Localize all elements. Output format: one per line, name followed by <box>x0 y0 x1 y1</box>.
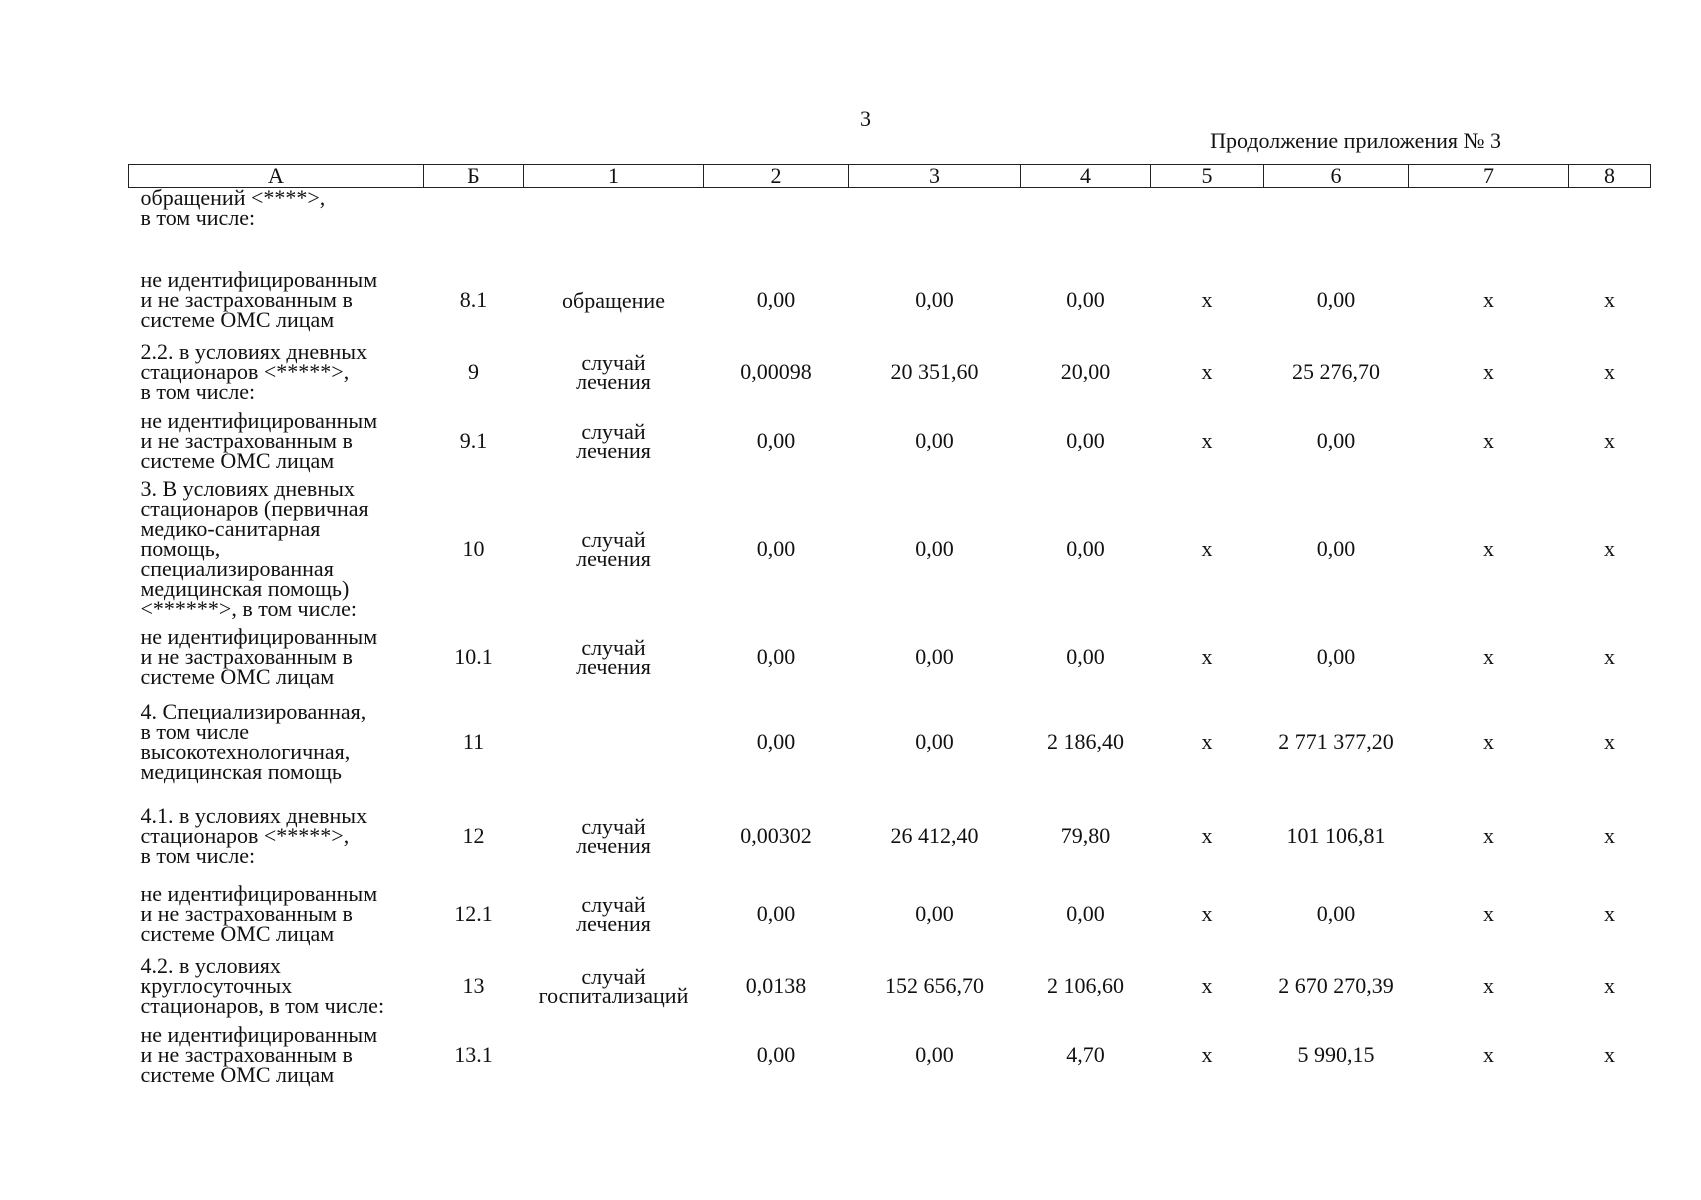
cell-col-6: 0,00 <box>1316 536 1356 561</box>
cell-col-7: x <box>1483 287 1494 312</box>
cell-col-6: 0,00 <box>1316 287 1356 312</box>
row-name: не идентифицированным и не застрахованным в системе ОМС лицам <box>140 881 378 946</box>
cell-col-4: 2 186,40 <box>1047 729 1124 754</box>
cell-col-8: x <box>1604 823 1615 848</box>
row-name: 4.2. в условиях круглосуточных стационаров, в том числе: <box>140 953 385 1018</box>
cell-col-6 <box>1264 188 1409 265</box>
cell-col-2: 0,00 <box>756 1042 796 1067</box>
cell-col-2: 0,00 <box>756 901 796 926</box>
cell-col-2 <box>704 188 849 265</box>
cell-col-2: 0,00 <box>756 287 796 312</box>
row-unit <box>524 690 704 794</box>
cell-col-7: x <box>1483 359 1494 384</box>
table-row <box>129 264 1651 336</box>
cell-col-4: 0,00 <box>1066 428 1105 453</box>
cell-col-3: 0,00 <box>915 729 954 754</box>
row-unit: обращение <box>562 287 665 313</box>
cell-col-8: x <box>1604 428 1615 453</box>
row-name: не идентифицированным и не застрахованным в системе ОМС лицам <box>140 267 378 332</box>
cell-col-7: x <box>1483 823 1494 848</box>
cell-col-8: x <box>1604 359 1615 384</box>
column-header-3: 3 <box>849 165 1021 188</box>
column-header-a: А <box>129 165 424 188</box>
row-unit: случай лечения <box>576 350 651 394</box>
cell-col-3: 152 656,70 <box>885 973 984 998</box>
cell-col-2: 0,0138 <box>745 973 807 998</box>
cell-col-6: 0,00 <box>1316 428 1356 453</box>
row-code: 8.1 <box>459 287 488 312</box>
cell-col-6: 2 670 270,39 <box>1278 973 1394 998</box>
row-name: обращений <****>, в том числе: <box>140 185 326 230</box>
cell-col-4: 4,70 <box>1066 1042 1105 1067</box>
cell-col-8: x <box>1604 901 1615 926</box>
cell-col-8: x <box>1604 973 1615 998</box>
row-unit <box>524 1022 704 1088</box>
table-row <box>129 474 1651 624</box>
row-code: 12 <box>462 823 485 848</box>
cell-col-6: 101 106,81 <box>1286 823 1386 848</box>
cell-col-2: 0,00098 <box>740 359 812 384</box>
row-code <box>424 188 524 265</box>
cell-col-7: x <box>1483 729 1494 754</box>
row-name: не идентифицированным и не застрахованным в системе ОМС лицам <box>140 1022 378 1087</box>
table-row <box>129 408 1651 474</box>
cell-col-2: 0,00 <box>756 428 796 453</box>
row-unit: случай лечения <box>576 527 651 571</box>
cell-col-4: 0,00 <box>1066 287 1105 312</box>
cell-col-5: x <box>1201 973 1213 998</box>
cell-col-3: 20 351,60 <box>890 359 979 384</box>
cell-col-4: 0,00 <box>1066 536 1105 561</box>
cell-col-5: x <box>1201 901 1213 926</box>
row-code: 9.1 <box>459 428 488 453</box>
cell-col-2: 0,00 <box>756 729 796 754</box>
cell-col-3: 26 412,40 <box>890 823 979 848</box>
row-code: 12.1 <box>454 901 493 926</box>
table-row <box>129 794 1651 878</box>
cell-col-3: 0,00 <box>915 536 954 561</box>
cell-col-6: 2 771 377,20 <box>1278 729 1394 754</box>
cell-col-3: 0,00 <box>915 287 954 312</box>
cell-col-8: x <box>1604 287 1615 312</box>
cell-col-5 <box>1151 188 1264 265</box>
cell-col-6: 5 990,15 <box>1297 1042 1375 1067</box>
column-header-6: 6 <box>1264 165 1409 188</box>
row-unit: случай госпитализаций <box>538 964 689 1008</box>
cell-col-8: x <box>1604 644 1615 669</box>
row-name: не идентифицированным и не застрахованным в системе ОМС лицам <box>140 408 378 473</box>
row-name: 4.1. в условиях дневных стационаров <*****>, в том числе: <box>140 803 368 868</box>
column-header-b: Б <box>424 165 524 188</box>
table-row <box>129 624 1651 690</box>
cell-col-5: x <box>1201 1042 1213 1067</box>
cell-col-5: x <box>1201 536 1213 561</box>
row-code: 13 <box>462 973 485 998</box>
row-code: 10 <box>462 536 485 561</box>
cell-col-5: x <box>1201 287 1213 312</box>
cell-col-8: x <box>1604 536 1615 561</box>
cell-col-4 <box>1021 188 1151 265</box>
cell-col-3: 0,00 <box>915 901 954 926</box>
table-row <box>129 950 1651 1022</box>
cell-col-5: x <box>1201 823 1213 848</box>
row-unit: случай лечения <box>576 892 651 936</box>
data-table <box>128 164 1651 1088</box>
cell-col-6: 25 276,70 <box>1292 359 1380 384</box>
cell-col-4: 2 106,60 <box>1047 973 1124 998</box>
cell-col-7 <box>1409 188 1569 265</box>
table-row <box>129 336 1651 408</box>
table-header <box>129 165 1651 188</box>
table-row <box>129 690 1651 794</box>
cell-col-2: 0,00 <box>756 536 796 561</box>
cell-col-5: x <box>1201 428 1213 453</box>
row-unit: случай лечения <box>576 635 651 679</box>
row-code: 11 <box>462 729 485 754</box>
table-row <box>129 1022 1651 1088</box>
row-unit: случай лечения <box>576 419 651 463</box>
cell-col-6: 0,00 <box>1316 901 1356 926</box>
cell-col-7: x <box>1483 901 1494 926</box>
cell-col-7: x <box>1483 1042 1494 1067</box>
row-code: 13.1 <box>454 1042 493 1067</box>
cell-col-8 <box>1569 188 1651 265</box>
cell-col-3: 0,00 <box>915 644 954 669</box>
page-number: 3 <box>860 106 871 131</box>
cell-col-5: x <box>1201 644 1213 669</box>
cell-col-4: 0,00 <box>1066 644 1105 669</box>
row-name: 2.2. в условиях дневных стационаров <*****>, в том числе: <box>140 339 368 404</box>
cell-col-3: 0,00 <box>915 428 954 453</box>
table-row <box>129 188 1651 265</box>
column-header-1: 1 <box>524 165 704 188</box>
table-row <box>129 878 1651 950</box>
appendix-continuation-title: Продолжение приложения № 3 <box>1210 128 1501 153</box>
table-body <box>129 185 1651 1089</box>
row-name: 4. Специализированная, в том числе высокотехнологичная, медицинская помощь <box>140 699 367 784</box>
column-header-2: 2 <box>704 165 849 188</box>
column-header-5: 5 <box>1151 165 1264 188</box>
cell-col-4: 20,00 <box>1060 359 1111 384</box>
cell-col-4: 79,80 <box>1060 823 1111 848</box>
cell-col-6: 0,00 <box>1316 644 1356 669</box>
cell-col-8: x <box>1604 729 1615 754</box>
cell-col-3 <box>849 188 1021 265</box>
cell-col-7: x <box>1483 644 1494 669</box>
row-code: 9 <box>468 359 479 384</box>
column-header-4: 4 <box>1021 165 1151 188</box>
row-name: 3. В условиях дневных стационаров (первичная медико-санитарная помощь, специализированная медицинская помощь) <******>, в том числе: <box>140 476 369 621</box>
cell-col-2: 0,00302 <box>740 823 812 848</box>
cell-col-4: 0,00 <box>1066 901 1105 926</box>
row-code: 10.1 <box>454 644 493 669</box>
cell-col-7: x <box>1483 536 1494 561</box>
row-unit: случай лечения <box>576 814 651 858</box>
row-unit <box>524 188 704 265</box>
cell-col-7: x <box>1483 428 1494 453</box>
column-header-8: 8 <box>1569 165 1651 188</box>
cell-col-5: x <box>1201 359 1213 384</box>
cell-col-3: 0,00 <box>915 1042 954 1067</box>
row-name: не идентифицированным и не застрахованным в системе ОМС лицам <box>140 624 378 689</box>
cell-col-5: x <box>1201 729 1213 754</box>
cell-col-2: 0,00 <box>756 644 796 669</box>
cell-col-7: x <box>1483 973 1494 998</box>
column-header-7: 7 <box>1409 165 1569 188</box>
cell-col-8: x <box>1604 1042 1615 1067</box>
